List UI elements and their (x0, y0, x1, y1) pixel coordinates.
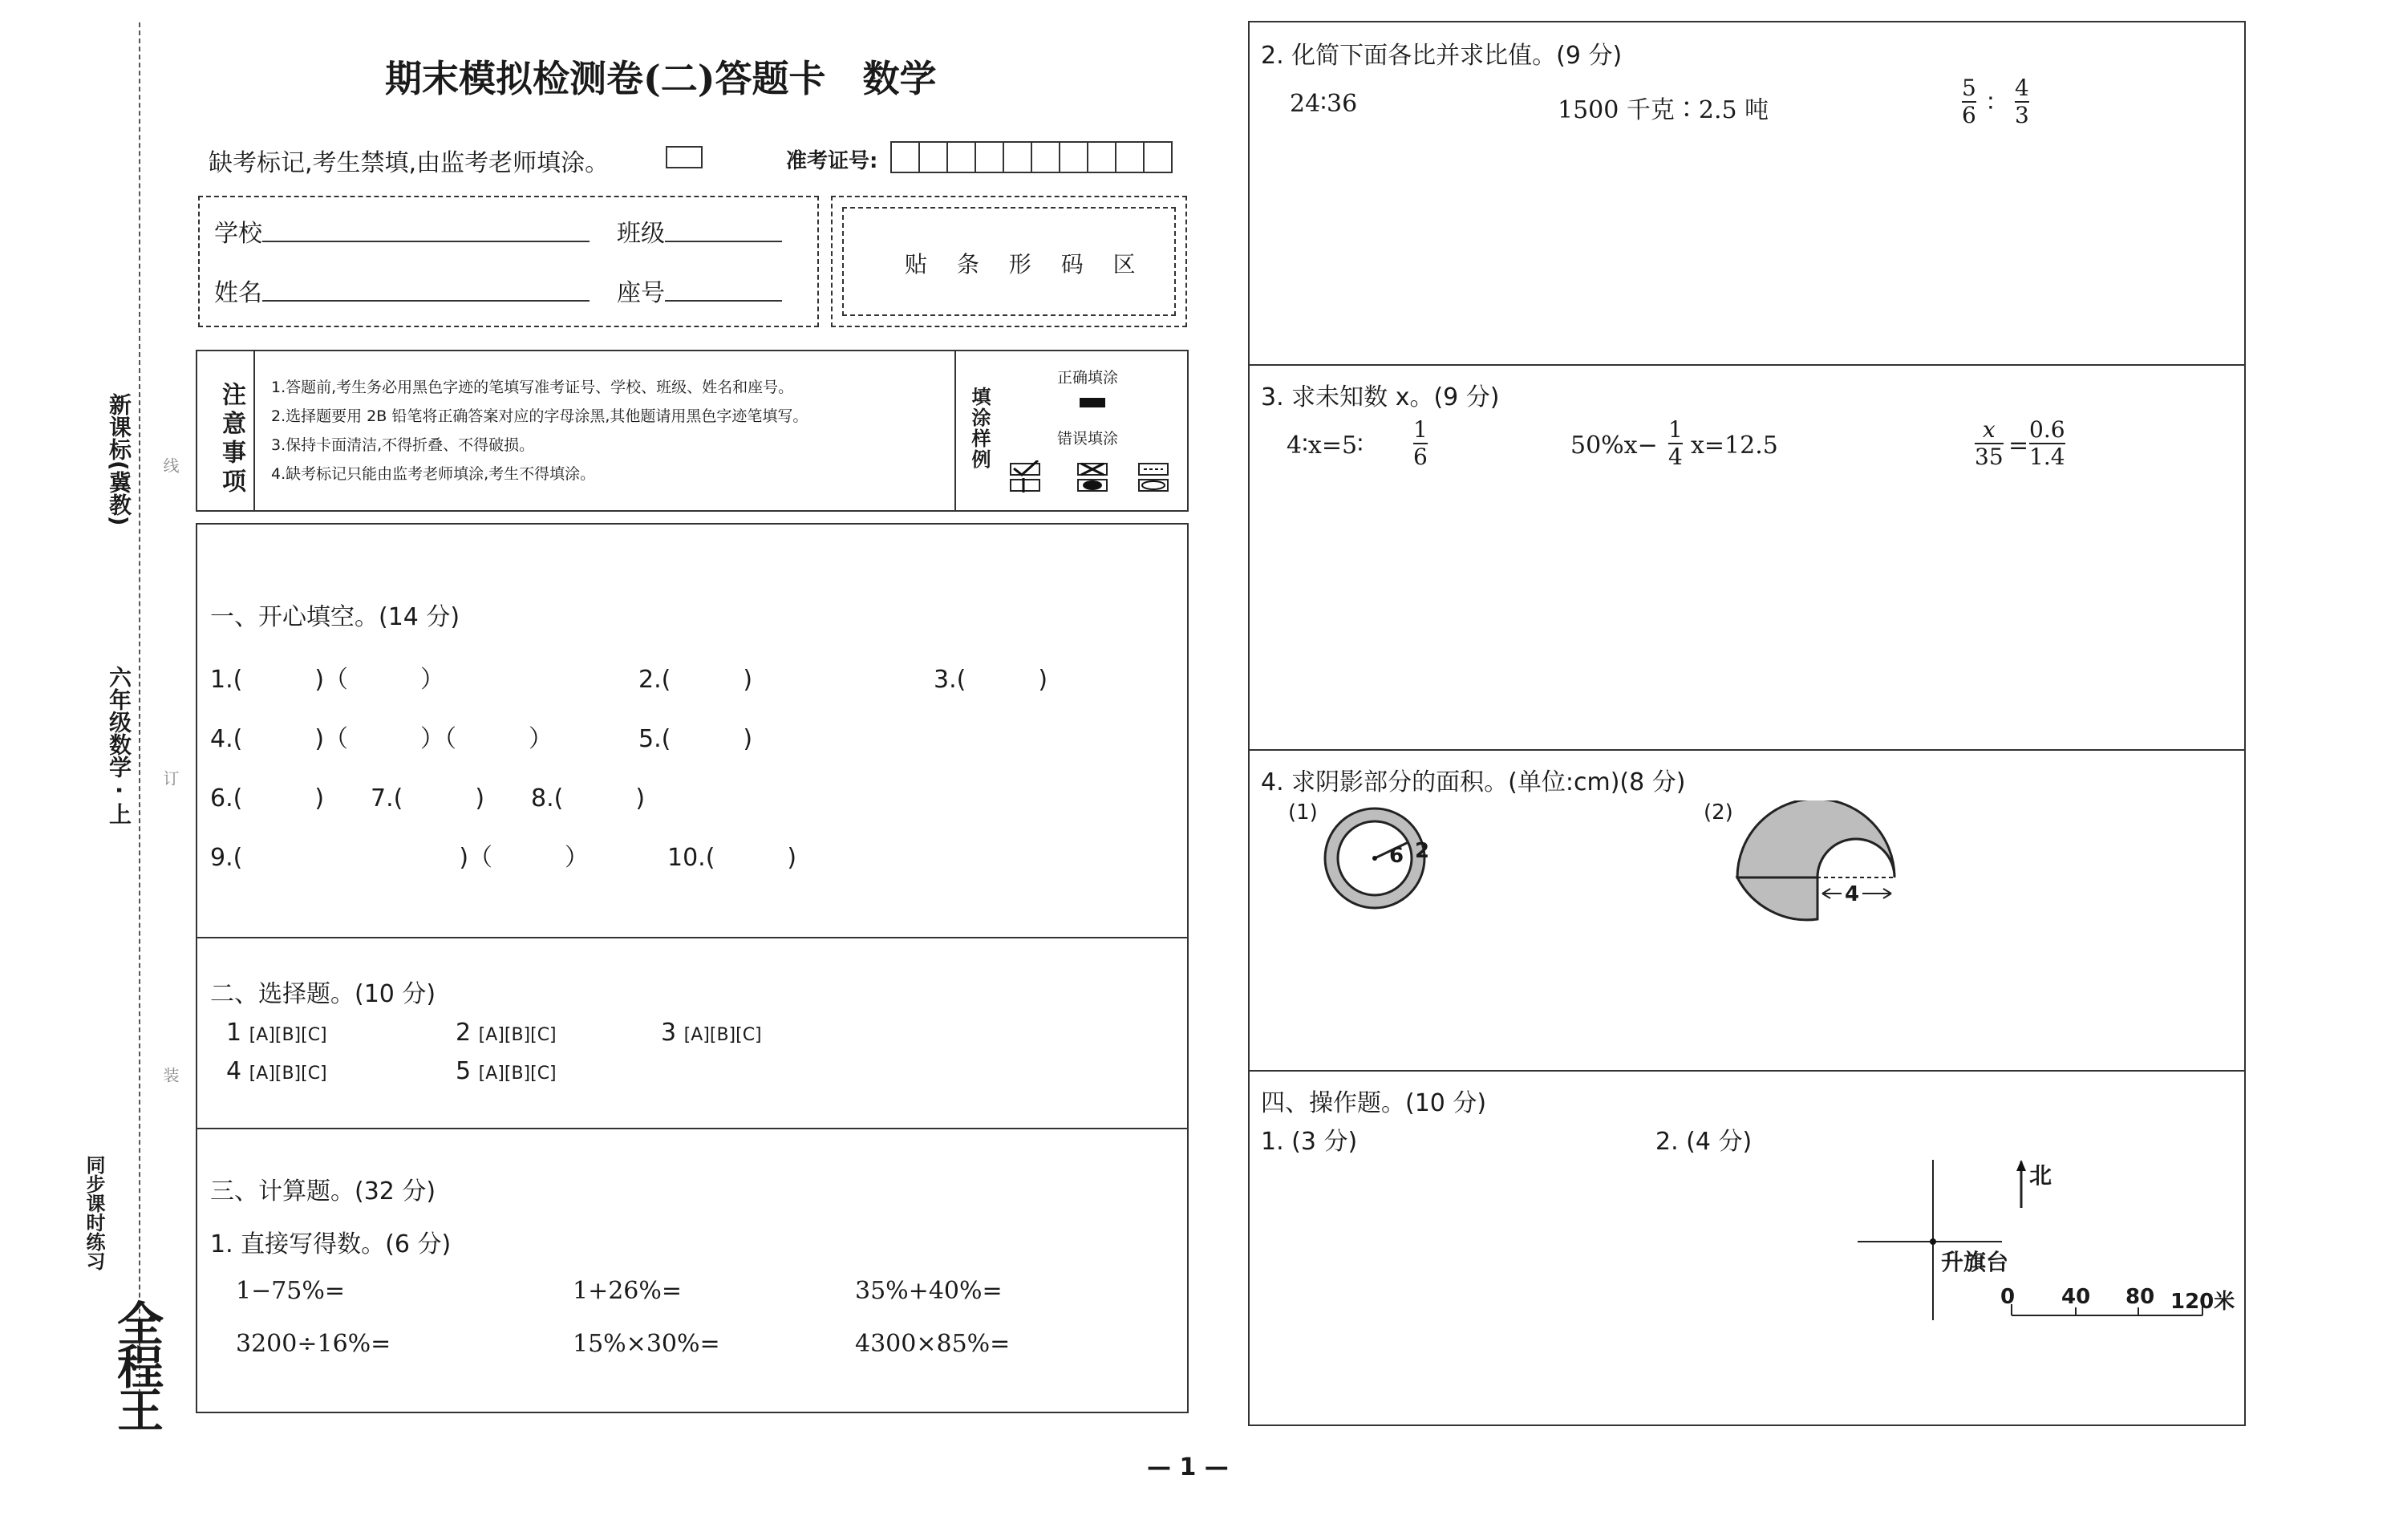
choice-q3[interactable]: 3 [A][B][C] (661, 1019, 762, 1047)
q4-fig1-label: (1) (1288, 800, 1318, 825)
notice-item-1: 1.答题前,考生务必用黑色字迹的笔填写准考证号、学校、班级、姓名和座号。 (271, 379, 794, 396)
student-info-box (198, 196, 819, 327)
binding-line (139, 22, 140, 1426)
choice-q1[interactable]: 1 [A][B][C] (226, 1019, 327, 1047)
notice-item-2: 2.选择题要用 2B 铅笔将正确答案对应的字母涂黑,其他题请用黑色字迹笔填写。 (271, 407, 808, 425)
fill-q9[interactable]: 9.( )（ ） (210, 844, 590, 872)
q3-title: 3. 求未知数 x。(9 分) (1261, 383, 1500, 411)
school-label: 学校 (214, 220, 262, 248)
q3-eq-a[interactable]: 4∶x=5∶ (1287, 432, 1364, 460)
semicircle-length: 4 (1842, 882, 1862, 906)
choice-q5[interactable]: 5 [A][B][C] (456, 1057, 557, 1085)
fill-q1[interactable]: 1.( )（ ） (210, 666, 445, 694)
fill-q7[interactable]: 7.( ) (371, 784, 485, 813)
choice-q2[interactable]: 2 [A][B][C] (456, 1019, 557, 1047)
wrong-label: 错误填涂 (1057, 430, 1119, 448)
class-field[interactable] (665, 241, 782, 242)
section3-title: 三、计算题。(32 分) (210, 1177, 436, 1206)
name-field[interactable] (262, 300, 590, 302)
sample-title: 填涂样例 (968, 387, 991, 470)
ring-inner-radius: 6 (1389, 844, 1404, 868)
section1-title: 一、开心填空。(14 分) (210, 603, 460, 631)
page-number: — 1 — (1147, 1453, 1229, 1481)
fill-q2[interactable]: 2.( ) (638, 666, 753, 694)
cut-line-ding: 订 (160, 770, 180, 786)
q3-eq-c-frac-2: 0.6 1.4 (2029, 416, 2065, 470)
exam-id-label: 准考证号: (786, 149, 878, 173)
notice-box (196, 350, 1189, 512)
class-label: 班级 (617, 220, 665, 248)
fill-q8[interactable]: 8.( ) (531, 784, 646, 813)
section3-box (196, 1128, 1189, 1413)
shaded-semicircle-figure (1732, 800, 1909, 929)
q3-eq-a-frac: 1 6 (1413, 416, 1428, 470)
correct-sample-mark (1080, 398, 1105, 407)
brand-logo: 全程王 (109, 1299, 164, 1429)
name-label: 姓名 (214, 279, 262, 307)
section2-title: 二、选择题。(10 分) (210, 980, 436, 1008)
wrong-sample-marks (1007, 460, 1176, 496)
exam-id-boxes[interactable] (892, 141, 1173, 173)
choice-q4[interactable]: 4 [A][B][C] (226, 1057, 327, 1085)
q3-eq-b-post: x=12.5 (1691, 432, 1778, 460)
scale-40: 40 (2061, 1285, 2091, 1309)
calc-expr-4[interactable]: 3200÷16%= (236, 1330, 391, 1358)
absent-checkbox[interactable] (666, 146, 703, 168)
barcode-area (831, 196, 1187, 327)
page-title: 期末模拟检测卷(二)答题卡 数学 (385, 57, 937, 100)
q2-ratio-2[interactable]: 1500 千克∶2.5 吨 (1558, 96, 1769, 124)
fill-q3[interactable]: 3.( ) (934, 666, 1048, 694)
calc-expr-3[interactable]: 35%+40%= (855, 1277, 1003, 1305)
q3-eq-b-pre[interactable]: 50%x− (1570, 432, 1658, 460)
calc-expr-6[interactable]: 4300×85%= (855, 1330, 1011, 1358)
school-field[interactable] (262, 241, 590, 242)
fill-q5[interactable]: 5.( ) (638, 725, 753, 753)
op-q2: 2. (4 分) (1655, 1128, 1753, 1156)
fill-q10[interactable]: 10.( ) (667, 844, 797, 872)
section4-title: 四、操作题。(10 分) (1261, 1089, 1487, 1117)
cut-line-xian: 线 (160, 457, 180, 473)
scale-120: 120米 (2170, 1290, 2235, 1314)
cut-line-zhuang: 装 (160, 1067, 180, 1083)
scale-80: 80 (2125, 1285, 2155, 1309)
fill-q6[interactable]: 6.( ) (210, 784, 325, 813)
op-q1: 1. (3 分) (1261, 1128, 1358, 1156)
seat-label: 座号 (617, 279, 665, 307)
ring-width: 2 (1415, 839, 1430, 863)
section2-box (196, 937, 1189, 1129)
scale-0: 0 (2000, 1285, 2016, 1309)
seat-field[interactable] (665, 300, 782, 302)
calc-expr-5[interactable]: 15%×30%= (573, 1330, 720, 1358)
barcode-label: 贴 条 形 码 区 (905, 251, 1147, 278)
fill-q4[interactable]: 4.( )（ ）（ ） (210, 725, 553, 753)
calc-sub1-title: 1. 直接写得数。(6 分) (210, 1230, 452, 1258)
curriculum-label: 新课标(冀教) (106, 393, 132, 526)
absent-note: 缺考标记,考生禁填,由监考老师填涂。 (209, 149, 610, 177)
calc-expr-1[interactable]: 1−75%= (236, 1277, 346, 1305)
notice-item-3: 3.保持卡面清洁,不得折叠、不得破损。 (271, 436, 535, 454)
correct-label: 正确填涂 (1057, 369, 1119, 387)
notice-title: 注意事项 (217, 382, 245, 497)
q2-title: 2. 化简下面各比并求比值。(9 分) (1261, 42, 1623, 70)
brand-subtitle: 同步课时练习 (83, 1155, 105, 1270)
grade-label: 六年级数学 · 上 (106, 666, 132, 825)
calc-expr-2[interactable]: 1+26%= (573, 1277, 683, 1305)
flag-label: 升旗台 (1941, 1249, 2009, 1275)
q2-ratio-1[interactable]: 24∶36 (1290, 90, 1358, 118)
q2-ratio-3-b[interactable]: 4 3 (2015, 75, 2029, 128)
notice-item-4: 4.缺考标记只能由监考老师填涂,考生不得填涂。 (271, 465, 596, 483)
q2-ratio-3-sep: ∶ (1988, 90, 1994, 118)
q3-eq-c-frac-1[interactable]: x 35 (1975, 416, 2004, 470)
q4-title: 4. 求阴影部分的面积。(单位:cm)(8 分) (1261, 768, 1686, 796)
q3-eq-c-equals: = (2008, 432, 2029, 460)
section1-box (196, 523, 1189, 938)
north-label: 北 (2029, 1162, 2052, 1189)
q3-eq-b-frac: 1 4 (1668, 416, 1683, 470)
q2-ratio-3-a[interactable]: 5 6 (1962, 75, 1976, 128)
q4-fig2-label: (2) (1704, 800, 1733, 825)
